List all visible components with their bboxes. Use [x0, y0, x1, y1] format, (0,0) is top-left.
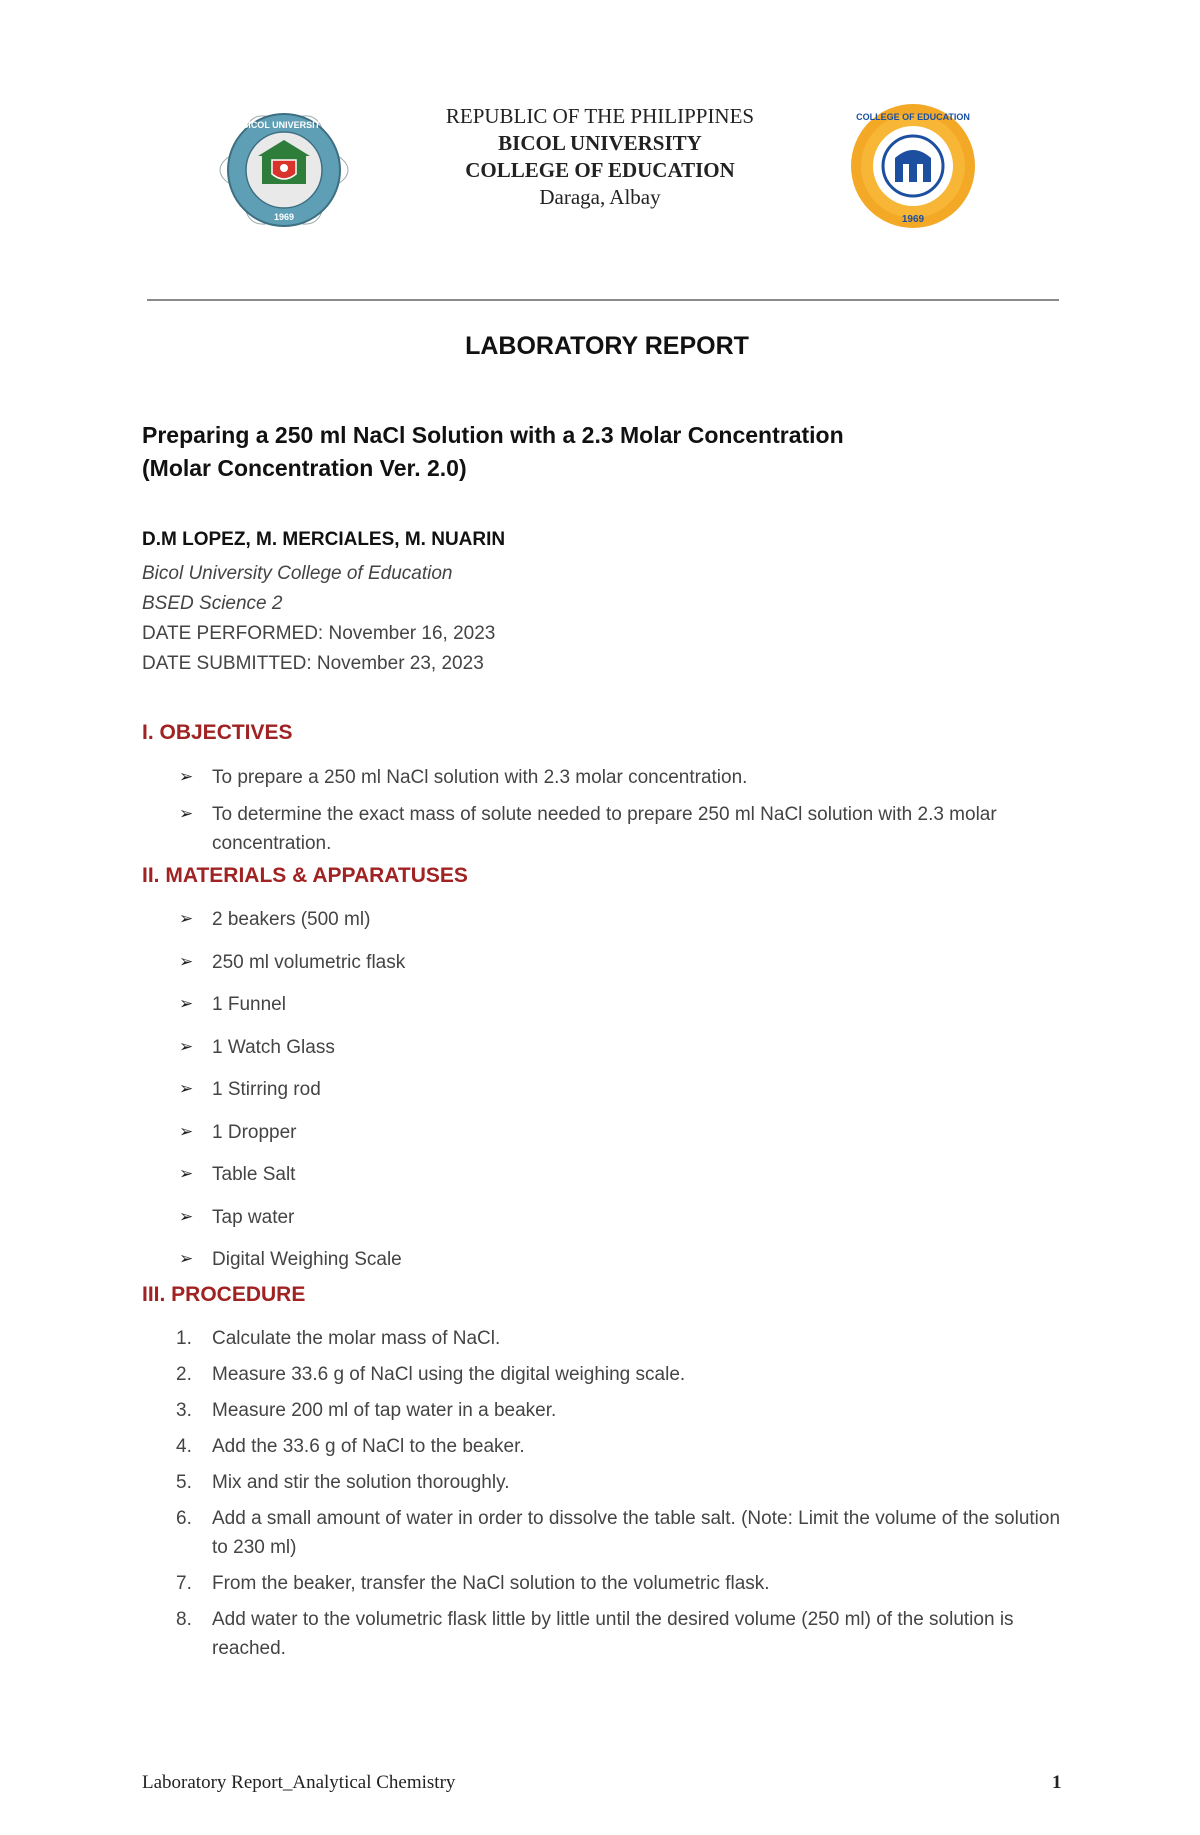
list-item: ➢ To prepare a 250 ml NaCl solution with 2.3 molar concentration. [142, 763, 1072, 792]
subtitle-line-1: Preparing a 250 ml NaCl Solution with a 2.3 Molar Concentration [142, 422, 844, 448]
list-item: ➢ 1 Watch Glass [142, 1033, 1072, 1069]
header-college: COLLEGE OF EDUCATION [465, 158, 735, 182]
header-university: BICOL UNIVERSITY [498, 131, 702, 155]
date-performed: DATE PERFORMED: November 16, 2023 [142, 623, 496, 644]
program: BSED Science 2 [142, 593, 283, 614]
arrow-bullet-icon: ➢ [179, 1121, 194, 1142]
svg-text:COLLEGE OF EDUCATION: COLLEGE OF EDUCATION [856, 112, 970, 122]
list-item: 6. Add a small amount of water in order to dissolve the table salt. (Note: Limit the volume of the solution to 230 ml) [176, 1507, 1061, 1558]
list-item: ➢ 2 beakers (500 ml) [142, 905, 1072, 941]
header-republic: REPUBLIC OF THE PHILIPPINES [445, 104, 755, 128]
date-submitted: DATE SUBMITTED: November 23, 2023 [142, 653, 484, 674]
list-item: ➢ 1 Funnel [142, 990, 1072, 1026]
list-item: 3. Measure 200 ml of tap water in a beaker. [176, 1399, 557, 1421]
list-item: ➢ Table Salt [142, 1160, 1072, 1196]
report-title: LABORATORY REPORT [465, 332, 749, 360]
objectives-list [142, 763, 1072, 858]
college-of-education-logo [843, 100, 983, 232]
list-item: 5. Mix and stir the solution thoroughly. [176, 1471, 510, 1493]
svg-text:1969: 1969 [273, 212, 295, 222]
procedure-list [142, 1324, 1072, 1663]
list-item: ➢ 1 Stirring rod [142, 1075, 1072, 1111]
list-item: ➢ Digital Weighing Scale [142, 1245, 1072, 1281]
list-item: 7. From the beaker, transfer the NaCl solution to the volumetric flask. [176, 1572, 770, 1594]
footer-title: Laboratory Report_Analytical Chemistry [142, 1772, 456, 1793]
arrow-bullet-icon: ➢ [179, 909, 194, 929]
svg-text:BICOL UNIVERSITY: BICOL UNIVERSITY [241, 120, 327, 130]
report-body [142, 328, 1072, 1663]
institution: Bicol University College of Education [142, 563, 453, 584]
report-subtitle [142, 419, 1072, 485]
arrow-bullet-icon: ➢ [179, 804, 194, 824]
list-item: ➢ 1 Dropper [142, 1118, 1072, 1154]
list-item: 1. Calculate the molar mass of NaCl. [176, 1327, 501, 1349]
arrow-bullet-icon: ➢ [179, 1164, 194, 1184]
page-number: 1 [1052, 1772, 1062, 1793]
arrow-bullet-icon: ➢ [179, 1036, 194, 1057]
report-meta [142, 559, 1072, 679]
list-item: ➢ 250 ml volumetric flask [142, 948, 1072, 984]
arrow-bullet-icon: ➢ [179, 994, 194, 1014]
list-item: ➢ Tap water [142, 1203, 1072, 1239]
arrow-bullet-icon: ➢ [179, 1206, 194, 1227]
objectives-heading: I. OBJECTIVES [142, 721, 293, 744]
svg-text:1969: 1969 [901, 214, 925, 225]
list-item: 2. Measure 33.6 g of NaCl using the digital weighing scale. [176, 1363, 686, 1385]
materials-heading: II. MATERIALS & APPARATUSES [142, 864, 468, 887]
arrow-bullet-icon: ➢ [179, 951, 194, 972]
list-item: 4. Add the 33.6 g of NaCl to the beaker. [176, 1435, 525, 1457]
list-item: ➢ To determine the exact mass of solute needed to prepare 250 ml NaCl solution with 2.3 molar concentration. [142, 800, 1072, 858]
list-item: 8. Add water to the volumetric flask little by little until the desired volume (250 ml) of the solution is reached. [176, 1608, 1014, 1659]
arrow-bullet-icon: ➢ [179, 1249, 194, 1269]
arrow-bullet-icon: ➢ [179, 1079, 194, 1099]
subtitle-line-2: (Molar Concentration Ver. 2.0) [142, 455, 467, 481]
arrow-bullet-icon: ➢ [179, 767, 194, 787]
materials-list [142, 905, 1072, 1281]
authors: D.M LOPEZ, M. MERCIALES, M. NUARIN [142, 529, 506, 550]
procedure-heading: III. PROCEDURE [142, 1282, 306, 1306]
header-divider [147, 299, 1059, 301]
header-location: Daraga, Albay [539, 185, 661, 209]
institution-header [330, 103, 870, 211]
